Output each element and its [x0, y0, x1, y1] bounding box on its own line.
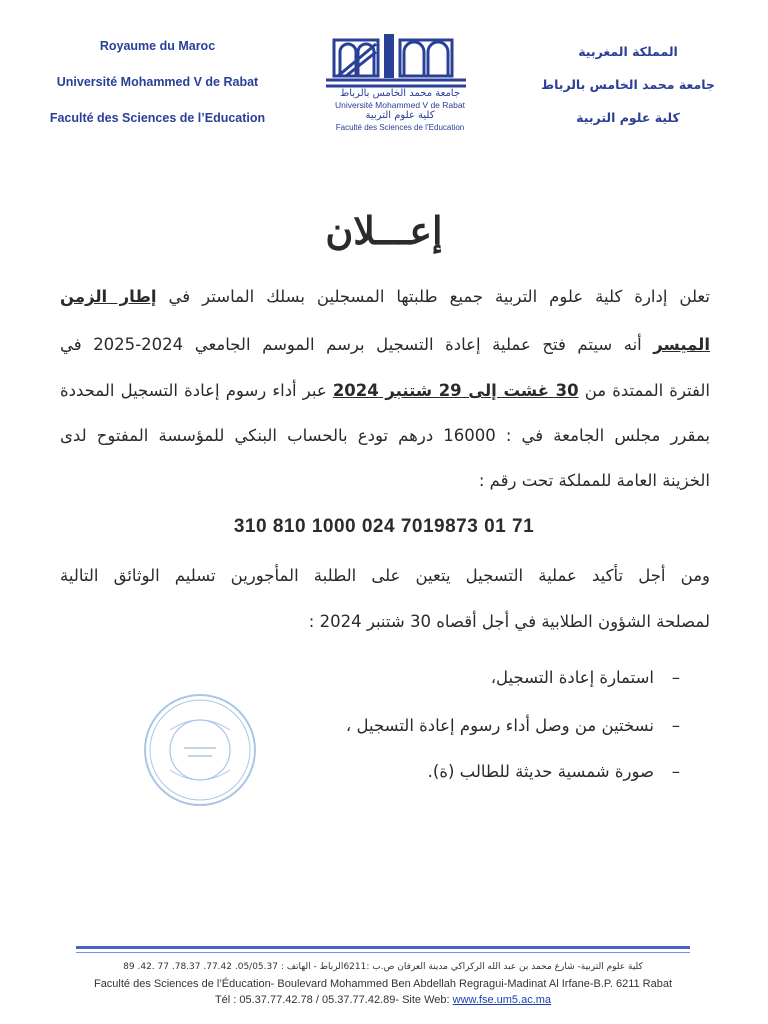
body-line-3 [60, 381, 710, 400]
logo-fr-faculty: Faculté des Sciences de l’Education [335, 123, 465, 132]
body-line-4: بمقرر مجلس الجامعة في : 16000 درهم تودع بالحساب البنكي للمؤسسة المفتوح لدى [60, 426, 710, 445]
document-list-item [346, 716, 680, 735]
logo-ar-university: جامعة محمد الخامس بالرباط [339, 88, 461, 99]
body-line-1-text: تعلن إدارة كلية علوم التربية جميع طلبتها المسجلين بسلك الماستر في [168, 287, 710, 306]
body-line-3-dates: 30 غشت إلى 29 شتنبر 2024 [332, 381, 579, 400]
body-line-6: ومن أجل تأكيد عملية التسجيل يتعين على الطلبة المأجورين تسليم الوثائق التالية [60, 566, 710, 585]
header-arabic [528, 42, 728, 141]
logo-ar-faculty: كلية علوم التربية [365, 110, 435, 121]
body-line-5: الخزينة العامة للمملكة تحت رقم : [478, 471, 710, 490]
bullet-dash: – [671, 668, 680, 687]
logo-fr-university: Université Mohammed V de Rabat [335, 100, 465, 110]
footer-phone: Tél : 05.37.77.42.78 / 05.37.77.42.89- Site Web: [214, 994, 453, 1006]
university-logo [320, 30, 480, 140]
list-item-text: صورة شمسية حديثة للطالب (ة). [427, 762, 654, 781]
document-list-item [428, 762, 680, 781]
header-fr-kingdom: Royaume du Maroc [99, 39, 216, 53]
list-item-text: استمارة إعادة التسجيل، [490, 668, 654, 687]
body-line-3-text-b: عبر أداء رسوم إعادة التسجيل المحددة [60, 381, 327, 400]
body-line-1 [60, 287, 710, 306]
body-line-2-text: أنه سيتم فتح عملية إعادة التسجيل برسم الموسم الجامعي 2024-2025 في [60, 335, 642, 354]
footer-address-french: Faculté des Sciences de l’Éducation- Boulevard Mohammed Ben Abdellah Regragui-Madinat Al Irfane-B.P. 6211 Rabat [93, 978, 673, 990]
body-line-7: لمصلحة الشؤون الطلابية في أجل أقصاه 30 شتنبر 2024 : [308, 612, 710, 631]
document-list-item [491, 668, 680, 687]
bullet-dash: – [671, 762, 680, 781]
bullet-dash: – [671, 716, 680, 735]
bank-account-number: 310 810 1000 024 7019873 01 71 [233, 516, 535, 537]
faculty-stamp [140, 690, 260, 810]
header-french [40, 36, 275, 144]
header-ar-faculty: كلية علوم التربية [576, 110, 680, 125]
body-line-2-underlined: الميسر [653, 335, 710, 354]
body-line-2 [60, 335, 710, 354]
footer-address-arabic: كلية علوم التربية- شارع محمد بن عبد الله الركراكي مدينة العرفان ص.ب :6211الرباط - الهاتف : 05/05.37. 77.42. 78.37. 77 .42. 89 [123, 962, 643, 972]
body-line-1-underlined: إطار الزمن [60, 287, 157, 306]
header-ar-kingdom: المملكة المغربية [578, 44, 678, 59]
header-fr-university: Université Mohammed V de Rabat [56, 75, 259, 89]
footer-contact [60, 994, 706, 1006]
list-item-text: نسختين من وصل أداء رسوم إعادة التسجيل ، [345, 716, 654, 735]
faculty-round-stamp-icon [140, 690, 260, 810]
header-fr-faculty: Faculté des Sciences de l’Education [49, 111, 266, 125]
body-line-3-text-a: الفترة الممتدة من [584, 381, 710, 400]
header-ar-university: جامعة محمد الخامس بالرباط [541, 77, 715, 92]
university-logo-arches-icon [320, 30, 480, 92]
footer-rule-thin [76, 952, 690, 953]
footer-website-link[interactable]: www.fse.um5.ac.ma [452, 994, 552, 1006]
footer-rule-thick [76, 946, 690, 949]
announcement-title: إعـــلان [325, 208, 443, 253]
